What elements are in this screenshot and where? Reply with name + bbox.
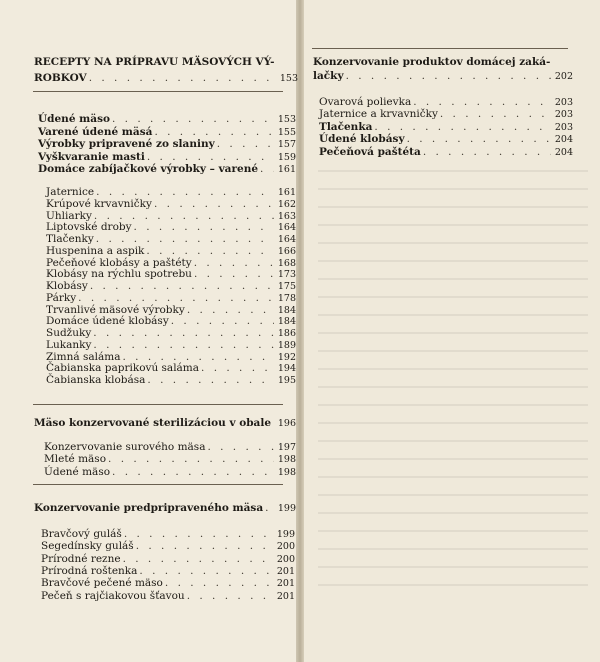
toc-entry [319,146,573,159]
entry-title: Tlačenky [46,233,94,245]
page-number: 202 [554,71,573,82]
page-number: 175 [277,281,296,292]
page-number: 197 [277,442,296,453]
book-gutter [296,0,304,662]
toc-entry [41,590,295,603]
page-number: 163 [277,210,296,222]
leader-dots [112,466,274,479]
leader-dots [273,417,274,430]
page-number: 203 [554,121,573,133]
toc-heading-text: lačky [313,70,344,82]
entry-title: Prírodná roštenka [41,564,138,577]
page-number: 196 [277,418,296,429]
toc-heading-line2 [34,72,298,85]
leader-dots [407,133,551,146]
entry-title: Domáce zabíjačkové výrobky – varené [38,163,259,175]
leader-dots [440,108,551,121]
leader-dots [165,577,273,590]
leader-dots [154,126,274,139]
page-number: 198 [277,454,296,466]
leader-dots [124,528,273,541]
entry-title: Mleté mäso [44,453,107,466]
leader-dots [260,163,274,176]
entry-title: Zimná saláma [46,350,121,363]
entry-title: Konzervovanie surového mäsa [44,441,206,453]
leader-dots [265,502,274,515]
toc-entry [319,108,573,121]
divider [312,48,568,49]
entry-title: Klobásy [46,280,88,292]
toc-heading-text: RECEPTY NA PRÍPRAVU MÄSOVÝCH VÝ- [34,56,275,68]
page-number: 201 [276,590,295,602]
page-number: 203 [554,109,573,121]
entry-title: Tlačenka [319,120,373,133]
entry-title: Čabianska klobása [46,374,146,386]
toc-section-entry [34,502,296,515]
toc-entry [41,540,295,553]
page-number: 157 [277,139,296,150]
toc-entry [41,553,295,566]
page-number: 194 [277,363,296,375]
page-number: 168 [277,257,296,269]
toc-entry [38,138,296,151]
entry-title: Čabianska paprikovú saláma [46,362,200,375]
entry-title: Pečeň s rajčiakovou šťavou [41,589,185,602]
page-number: 153 [277,114,296,125]
toc-entry [41,565,295,578]
toc-entry [46,374,296,387]
entry-title: Liptovské droby [46,221,132,234]
toc-entry [319,121,573,134]
toc-entry [38,113,296,126]
page-number: 166 [277,245,296,257]
leader-dots [346,70,551,83]
page-number: 199 [277,503,296,514]
entry-title: Huspenina a aspik [46,244,145,257]
entry-title: Ovarová polievka [319,96,412,108]
entry-title: Údené klobásy [319,133,405,146]
entry-title: Segedínsky guláš [41,540,134,553]
page-number: 192 [277,351,296,363]
toc-heading-line1 [313,56,558,69]
page-number: 200 [276,553,295,565]
toc-entry [44,453,296,466]
page-number: 201 [276,565,295,577]
leader-dots [423,146,551,159]
page-number: 186 [277,328,296,339]
entry-title: Mäso konzervované sterilizáciou v obale [34,417,272,429]
page-number: 195 [277,375,296,386]
page-number: 198 [277,466,296,478]
entry-title: Pečeňová paštéta [319,145,421,158]
page-number: 164 [277,234,296,245]
entry-title: Lukanky [46,338,92,351]
entry-title: Vyškvaranie masti [38,150,145,163]
entry-title: Konzervovanie predpripraveného mäsa [34,502,264,514]
toc-heading-line2 [313,70,573,83]
leader-dots [147,151,274,164]
toc-heading-line1 [34,56,288,69]
toc-heading-text: Konzervovanie produktov domácej zaká- [313,56,551,68]
entry-title: Údené mäso [44,465,111,478]
leader-dots [136,540,273,553]
entry-title: Prírodné rezne [41,552,121,565]
leader-dots [187,590,273,603]
entry-title: Trvanlivé mäsové výrobky [46,303,185,316]
page-number: 162 [277,198,296,210]
entry-title: Údené mäso [38,113,110,125]
entry-title: Bravčový guláš [41,528,122,540]
toc-entry [41,528,295,541]
page-number: 203 [554,97,573,108]
page-number: 204 [554,134,573,146]
entry-title: Jaternice [46,186,95,198]
page-number: 201 [276,578,295,590]
toc-entry [41,577,295,590]
leader-dots [207,441,274,454]
toc-entry [319,133,573,146]
page-number: 159 [277,151,296,163]
leader-dots [147,374,274,387]
entry-title: Jaternice a krvavničky [319,108,438,121]
bleed-through-texture [318,170,588,590]
entry-title: Sudžuky [46,327,92,339]
toc-entry [38,151,296,164]
page-number: 153 [279,73,298,84]
leader-dots [139,565,273,578]
entry-title: Krúpové krvavničky [46,197,152,210]
toc-section-entry [34,417,296,430]
toc-entry [38,163,296,176]
page-number: 204 [554,146,573,158]
entry-title: Uhliarky [46,209,92,222]
divider [33,484,283,485]
leader-dots [108,453,274,466]
entry-title: Výrobky pripravené zo slaniny [38,138,215,150]
page-number: 161 [277,164,296,175]
entry-title: Bravčové pečené mäso [41,577,163,590]
leader-dots [374,121,551,134]
toc-heading-text: ROBKOV [34,72,87,84]
divider [33,91,283,92]
page-number: 184 [277,304,296,316]
leader-dots [89,72,276,85]
page-number: 155 [277,126,296,138]
page-number: 200 [276,541,295,553]
entry-title: Domáce údené klobásy [46,315,169,328]
toc-entry [44,441,296,454]
page-number: 199 [276,529,295,540]
leader-dots [123,553,273,566]
entry-title: Pečeňové klobásy a paštéty [46,256,192,269]
entry-title: Klobásy na rýchlu spotrebu [46,268,192,281]
toc-entry [38,126,296,139]
page-number: 173 [277,269,296,281]
page-number: 164 [277,222,296,234]
toc-entry [44,466,296,479]
page-number: 184 [277,316,296,328]
page-number: 189 [277,339,296,351]
page-number: 161 [277,187,296,198]
entry-title: Párky [46,291,77,304]
entry-title: Varené údené mäsá [38,125,153,138]
leader-dots [112,113,274,126]
leader-dots [217,138,274,151]
divider [33,404,283,405]
page-number: 178 [277,292,296,304]
